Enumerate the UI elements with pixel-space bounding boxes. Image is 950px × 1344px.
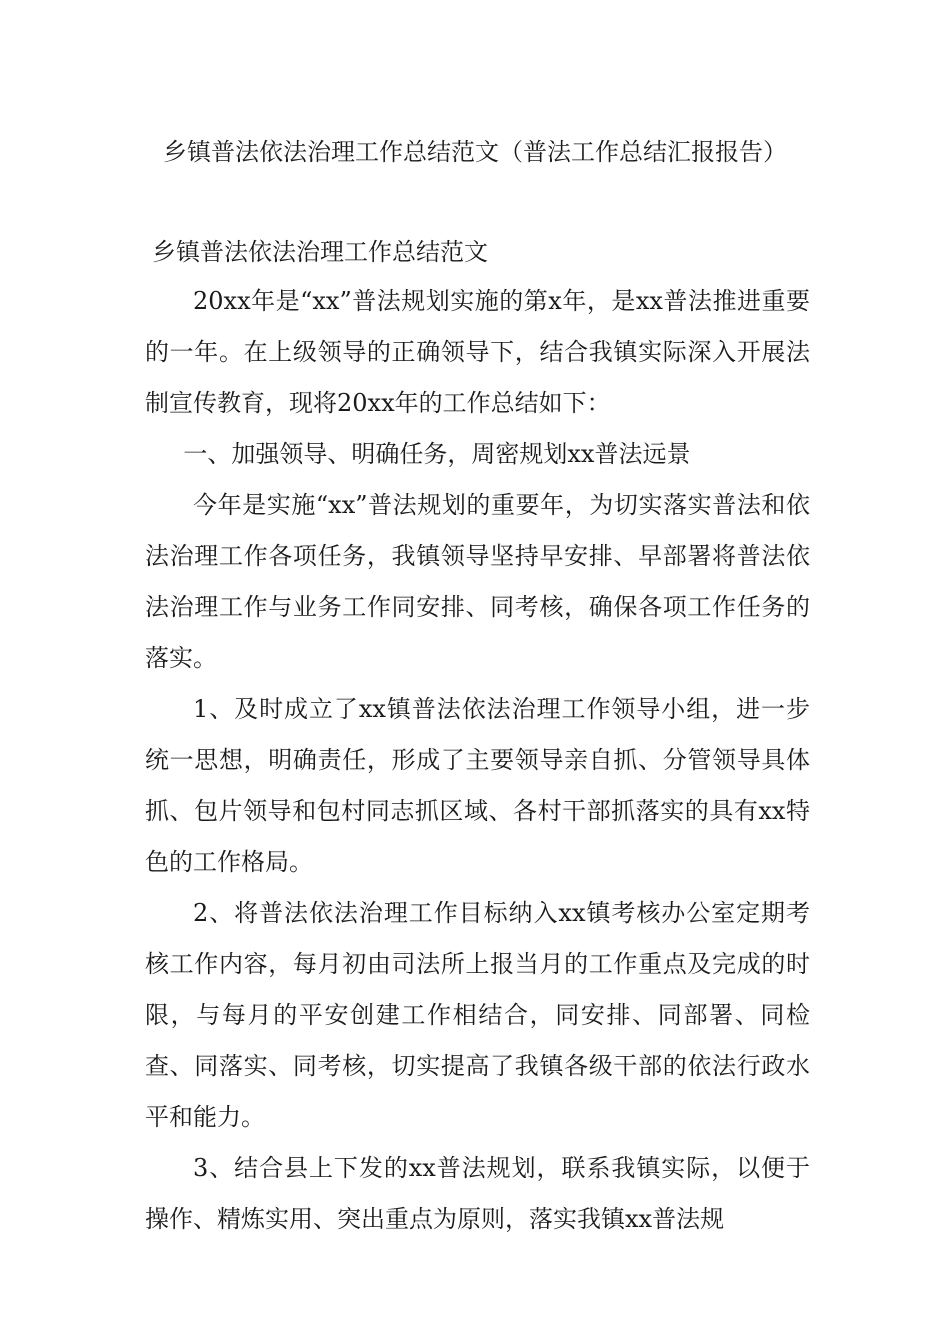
paragraph-item-3: 3、结合县上下发的xx普法规划，联系我镇实际，以便于操作、精炼实用、突出重点为原则，落实我镇xx普法规: [145, 1154, 810, 1233]
paragraph-intro: 20xx年是“xx”普法规划实施的第x年，是xx普法推进重要的一年。在上级领导的正确领导下，结合我镇实际深入开展法制宣传教育，现将20xx年的工作总结如下：: [145, 287, 810, 417]
section-heading: 一、加强领导、明确任务，周密规划xx普法远景: [183, 440, 691, 468]
paragraph-item-2: 2、将普法依法治理工作目标纳入xx镇考核办公室定期考核工作内容，每月初由司法所上报当月的工作重点及完成的时限，与每月的平安创建工作相结合，同安排、同部署、同检查、同落实、同考核，切实提高了我镇各级干部的依法行政水平和能力。: [145, 899, 810, 1131]
paragraph-section-intro: 今年是实施“xx”普法规划的重要年，为切实落实普法和依法治理工作各项任务，我镇领导坚持早安排、早部署将普法依法治理工作与业务工作同安排、同考核，确保各项工作任务的落实。: [145, 491, 810, 672]
document-title: 乡镇普法依法治理工作总结范文（普法工作总结汇报报告）: [163, 138, 787, 166]
document-subtitle: 乡镇普法依法治理工作总结范文: [152, 238, 488, 266]
paragraph-item-1: 1、及时成立了xx镇普法依法治理工作领导小组，进一步统一思想，明确责任，形成了主要领导亲自抓、分管领导具体抓、包片领导和包村同志抓区域、各村干部抓落实的具有xx特色的工作格局。: [145, 695, 810, 876]
document-body: [145, 276, 810, 1245]
